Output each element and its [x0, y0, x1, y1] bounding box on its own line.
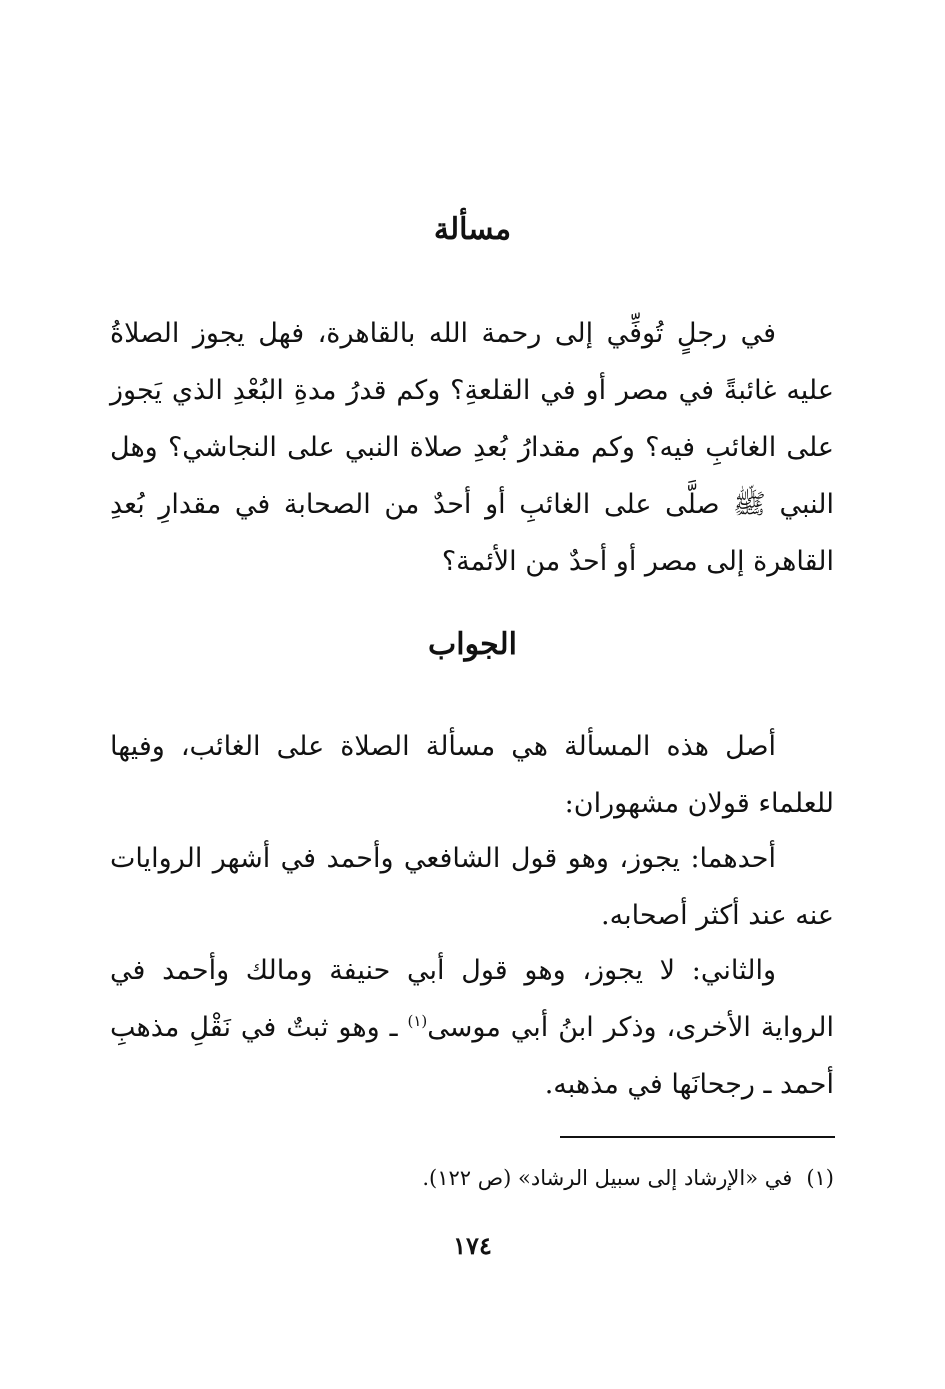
answer-heading: الجواب — [428, 627, 517, 662]
footnote-marker: (١) — [806, 1166, 834, 1190]
footnote — [110, 1162, 834, 1194]
answer-paragraph-3-part-1: والثاني: لا يجوز، وهو قول أبي حنيفة ومالك وأحمد في الرواية الأخرى، وذكر ابنُ أبي موسى — [110, 955, 834, 1043]
page-number: ١٧٤ — [453, 1231, 492, 1260]
footnote-reference: (١) — [407, 1012, 428, 1030]
answer-paragraph-3-part-2: ـ وهو ثبتٌ في نَقْلِ مذهبِ أحمد ـ رجحانَها في مذهبه. — [110, 1012, 834, 1100]
question-paragraph: في رجلٍ تُوفِّي إلى رحمة الله بالقاهرة، فهل يجوز الصلاةُ عليه غائبةً في مصر أو في القلعةِ؟ وكم قدرُ مدةِ البُعْدِ الذي يَجوز على الغائبِ فيه؟ وكم مقدارُ بُعدِ صلاة النبي على النجاشي؟ وهل النبي ﷺ صلَّى على الغائبِ أو أحدٌ من الصحابة في مقدارِ بُعدِ القاهرة إلى مصر أو أحدٌ من الأئمة؟ — [110, 318, 834, 577]
answer-paragraph-2: أحدهما: يجوز، وهو قول الشافعي وأحمد في أشهر الروايات عنه عند أكثر أصحابه. — [110, 843, 834, 931]
answer-paragraph-3 — [110, 942, 834, 1113]
footnote-text: في «الإرشاد إلى سبيل الرشاد» (ص ١٢٢). — [422, 1166, 793, 1190]
answer-paragraph-1: أصل هذه المسألة هي مسألة الصلاة على الغائب، وفيها للعلماء قولان مشهوران: — [110, 731, 834, 819]
footnote-divider — [560, 1136, 835, 1138]
question-heading: مسألة — [433, 212, 512, 247]
